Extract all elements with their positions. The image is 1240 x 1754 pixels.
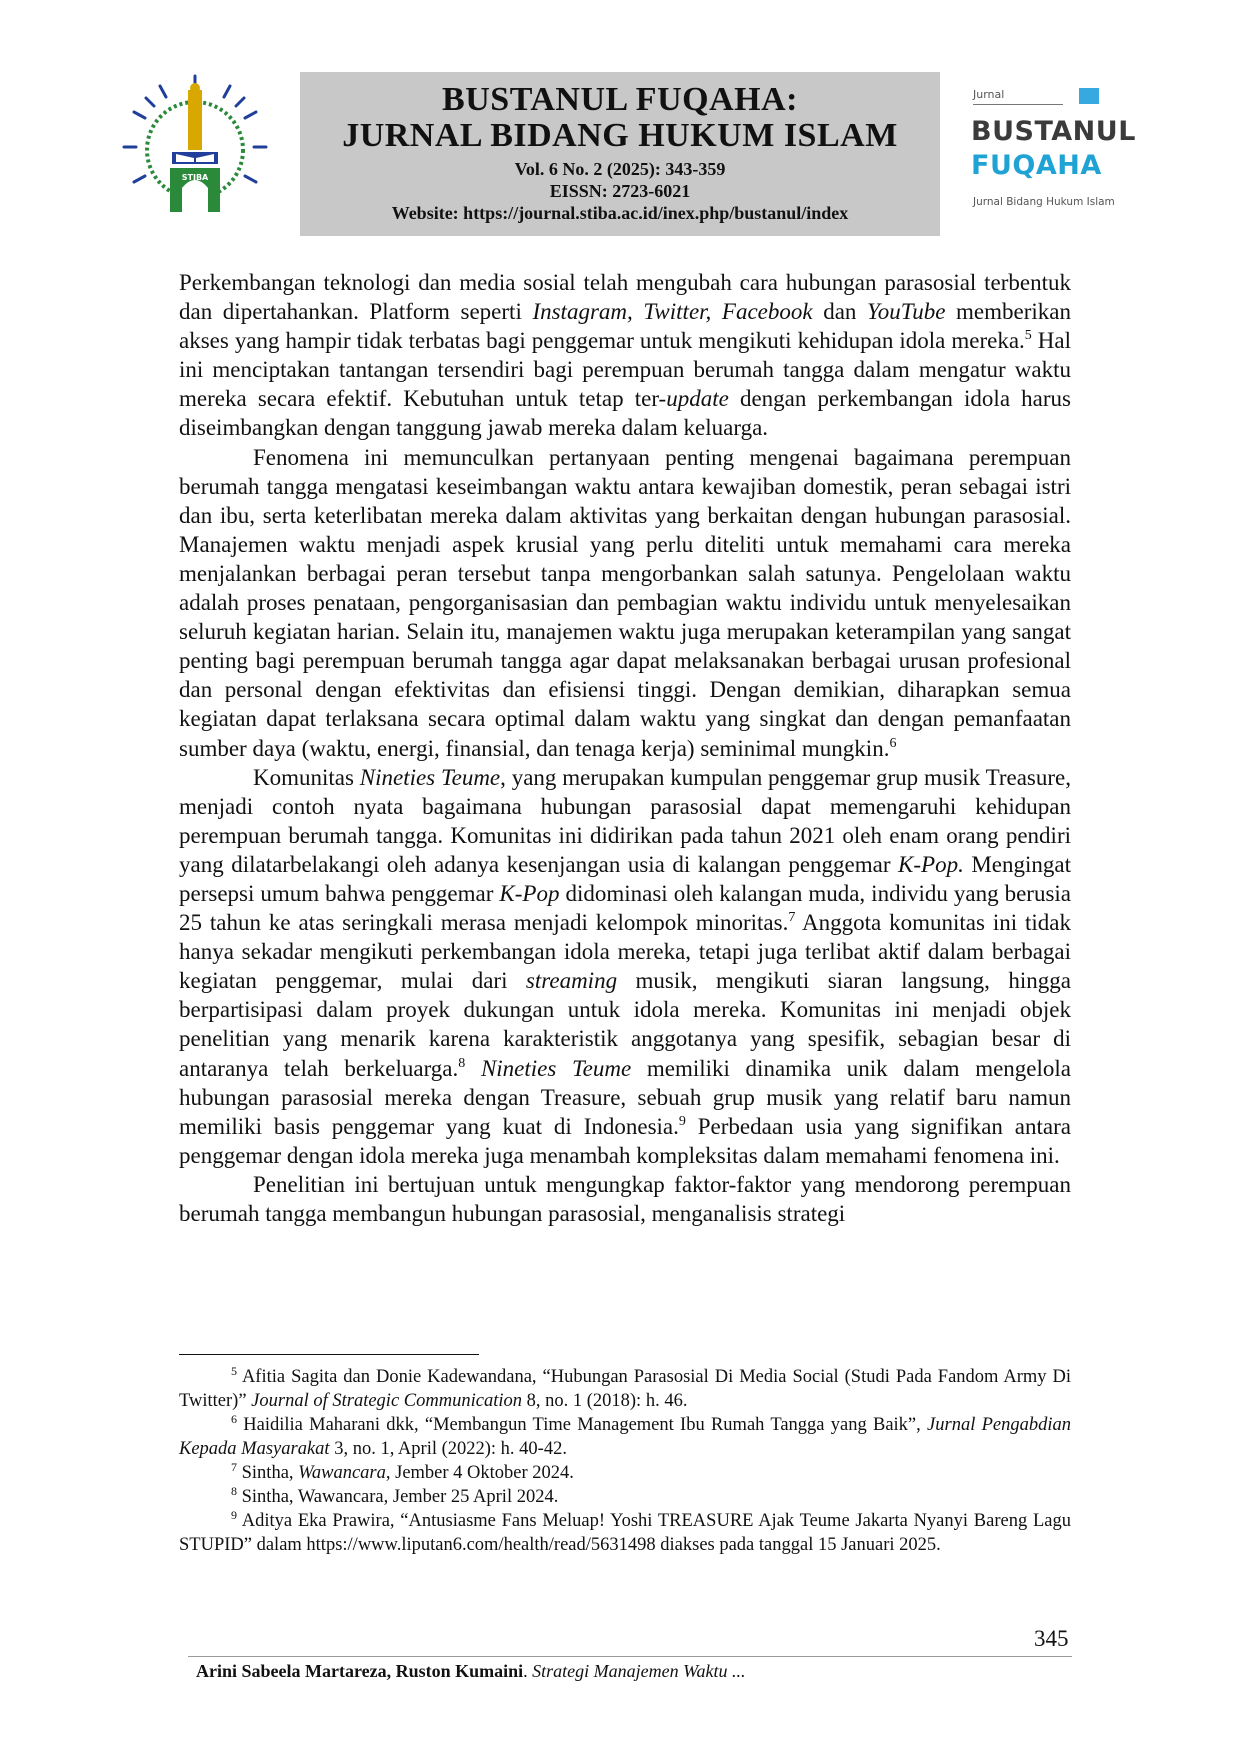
italic-run: K-Pop. — [898, 851, 964, 877]
italic-run: update — [666, 386, 729, 412]
paragraph-2 — [179, 443, 1071, 763]
italic-run: Instagram, Twitter, Facebook — [532, 299, 813, 325]
text-run: Sintha, — [237, 1463, 299, 1483]
footnote-number: 6 — [231, 1412, 237, 1426]
footnotes — [179, 1365, 1071, 1557]
text-run: Mengingat persepsi umum bahwa penggemar — [179, 851, 1072, 906]
italic-run: K-Pop — [499, 880, 560, 906]
footnote-ref[interactable]: 7 — [788, 910, 796, 926]
text-run: Fenomena ini memunculkan pertanyaan penting mengenai bagaimana perempuan berumah tangga mengatasi keseimbangan waktu antara kewajiban domestik, peran sebagai istri dan ibu, serta keterlibatan mereka dalam aktivitas yang berkaitan dengan hubungan parasosial. Manajemen waktu menjadi aspek krusial yang perlu diteliti untuk memahami cara mereka menjalankan berbagai peran tersebut tanpa mengorbankan salah satunya. Pengelolaan waktu adalah proses penataan, pengorganisasian dan pembagian waktu individu untuk menyelesaikan seluruh kegiatan harian. Selain itu, manajemen waktu juga merupakan keterampilan yang sangat penting bagi perempuan berumah tangga agar dapat melaksanakan berbagai urusan profesional dan personal dengan efektivitas dan efisiensi tinggi. Dengan demikian, diharapkan semua kegiatan dapat terlaksana secara optimal dalam waktu yang singkat dan dengan pemanfaatan sumber daya (waktu, energi, finansial, dan tenaga kerja) seminimal mungkin. — [179, 444, 1071, 761]
brand-name-line-1: BUSTANUL — [971, 116, 1136, 147]
footnote-number: 9 — [231, 1508, 237, 1522]
text-run: Aditya Eka Prawira, “Antusiasme Fans Meluap! Yoshi TREASURE Ajak Teume Jakarta Nyanyi Bareng Lagu STUPID” dalam https://www.liputan6.com/health/read/5631498 diakses pada tanggal 15 Januari 2025. — [179, 1511, 1071, 1555]
brand-rule — [973, 104, 1063, 105]
brand-square-icon — [1079, 88, 1099, 104]
journal-website: Website: https://journal.stiba.ac.id/inex.php/bustanul/index — [391, 203, 849, 223]
italic-run: Nineties Teume — [359, 764, 501, 790]
text-run: Komunitas — [253, 764, 360, 790]
text-run: Perbedaan usia yang signifikan antara penggemar dengan idola mereka juga menambah kompleksitas dalam memahami fenomena ini. — [179, 1113, 1071, 1168]
text-run: musik, mengikuti siaran langsung, hingga berpartisipasi dalam proyek dukungan untuk idola mereka. Komunitas ini menjadi objek penelitian yang menarik karena karakteristik anggotanya yang spesifik, sebagian besar di antaranya telah berkeluarga. — [179, 968, 1071, 1081]
brand-name-line-2: FUQAHA — [971, 150, 1102, 181]
text-run: dan — [812, 299, 868, 325]
text-run: Anggota komunitas ini tidak hanya sekadar mengikuti perkembangan idola mereka, tetapi juga terlibat aktif dalam berbagai kegiatan penggemar, mulai dari — [179, 910, 1072, 994]
footnote-number: 7 — [231, 1460, 237, 1474]
footnote-number: 8 — [231, 1484, 237, 1498]
footnote-ref[interactable]: 6 — [889, 735, 897, 751]
footnote-ref[interactable]: 5 — [1024, 328, 1032, 344]
footnote-number: 5 — [231, 1364, 237, 1378]
paragraph-1 — [179, 268, 1071, 443]
footnote-7 — [179, 1461, 1071, 1485]
footer-rule — [188, 1656, 1072, 1657]
italic-run: Nineties Teume — [480, 1055, 632, 1081]
text-run: 8, no. 1 (2018): h. 46. — [521, 1391, 688, 1411]
italic-run: Wawancara — [298, 1463, 386, 1483]
italic-run: Jurnal Pengabdian Kepada Masyarakat — [179, 1415, 1072, 1459]
journal-title-line-1: BUSTANUL FUQAHA: — [442, 81, 798, 118]
text-run: memiliki dinamika unik dalam mengelola hubungan parasosial mereka dengan Treasure, sebuah grup musik yang relatif baru namun memiliki basis penggemar yang kuat di Indonesia. — [179, 1055, 1071, 1139]
footnote-6 — [179, 1413, 1071, 1461]
text-run: memberikan akses yang hampir tidak terbatas bagi penggemar untuk mengikuti kehidupan idola mereka. — [179, 299, 1071, 354]
footnote-5 — [179, 1365, 1071, 1413]
italic-run: streaming — [525, 968, 618, 994]
text-run: dengan perkembangan idola harus diseimbangkan dengan tanggung jawab mereka dalam keluarga. — [179, 386, 1071, 441]
running-footer — [196, 1660, 745, 1682]
paragraph-4: Penelitian ini bertujuan untuk mengungkap faktor-faktor yang mendorong perempuan berumah tangga membangun hubungan parasosial, menganalisis strategi — [179, 1171, 1071, 1226]
article-body — [179, 268, 1071, 1228]
brand-logo — [965, 78, 1136, 228]
footer-title: Strategi Manajemen Waktu ... — [532, 1661, 746, 1681]
brand-subtitle: Jurnal Bidang Hukum Islam — [973, 196, 1115, 208]
text-run: 3, no. 1, April (2022): h. 40-42. — [329, 1439, 567, 1459]
italic-run: YouTube — [867, 299, 946, 325]
footer-authors: Arini Sabeela Martareza, Ruston Kumaini — [196, 1661, 524, 1681]
italic-run: Journal of Strategic Communication — [251, 1391, 522, 1411]
footnote-9 — [179, 1509, 1071, 1557]
footnote-8 — [179, 1485, 1071, 1509]
paragraph-3 — [179, 763, 1071, 1170]
text-run — [465, 1056, 481, 1081]
journal-title-line-2: JURNAL BIDANG HUKUM ISLAM — [342, 117, 898, 154]
journal-eissn: EISSN: 2723-6021 — [549, 181, 691, 201]
text-run: Sintha, Wawancara, Jember 25 April 2024. — [237, 1487, 559, 1507]
journal-title-box — [300, 72, 940, 236]
text-run: , yang merupakan kumpulan penggemar grup musik Treasure, menjadi contoh nyata bagaimana hubungan parasosial dapat memengaruhi kehidupan perempuan berumah tangga. Komunitas ini didirikan pada tahun 2021 oleh enam orang pendiri yang dilatarbelakangi oleh adanya kesenjangan usia di kalangan penggemar — [179, 764, 1071, 877]
text-run: didominasi oleh kalangan muda, individu yang berusia 25 tahun ke atas seringkali merasa menjadi kelompok minoritas. — [179, 880, 1071, 936]
text-run: Afitia Sagita dan Donie Kadewandana, “Hubungan Parasosial Di Media Social (Studi Pada Fandom Army Di Twitter)” — [179, 1367, 1071, 1411]
text-run: , Jember 4 Oktober 2024. — [385, 1463, 574, 1483]
footnote-ref[interactable]: 9 — [678, 1113, 686, 1129]
footnote-separator — [179, 1354, 479, 1355]
journal-volume: Vol. 6 No. 2 (2025): 343-359 — [514, 159, 726, 179]
journal-header — [120, 64, 1136, 234]
brand-small-label: Jurnal — [973, 88, 1005, 101]
seal-text: STIBA — [181, 173, 209, 182]
footer-separator: . — [523, 1661, 533, 1681]
page-number: 345 — [1034, 1626, 1069, 1651]
footnote-ref[interactable]: 8 — [458, 1055, 466, 1071]
text-run: Hal ini menciptakan tantangan tersendiri bagi perempuan berumah tangga dalam mengatur waktu mereka secara efektif. Kebutuhan untuk tetap ter- — [179, 328, 1071, 412]
stiba-seal-logo — [120, 72, 270, 222]
text-run: Haidilia Maharani dkk, “Membangun Time Management Ibu Rumah Tangga yang Baik”, — [237, 1415, 928, 1435]
text-run: Perkembangan teknologi dan media sosial telah mengubah cara hubungan parasosial terbentuk dan dipertahankan. Platform seperti — [179, 270, 1071, 325]
